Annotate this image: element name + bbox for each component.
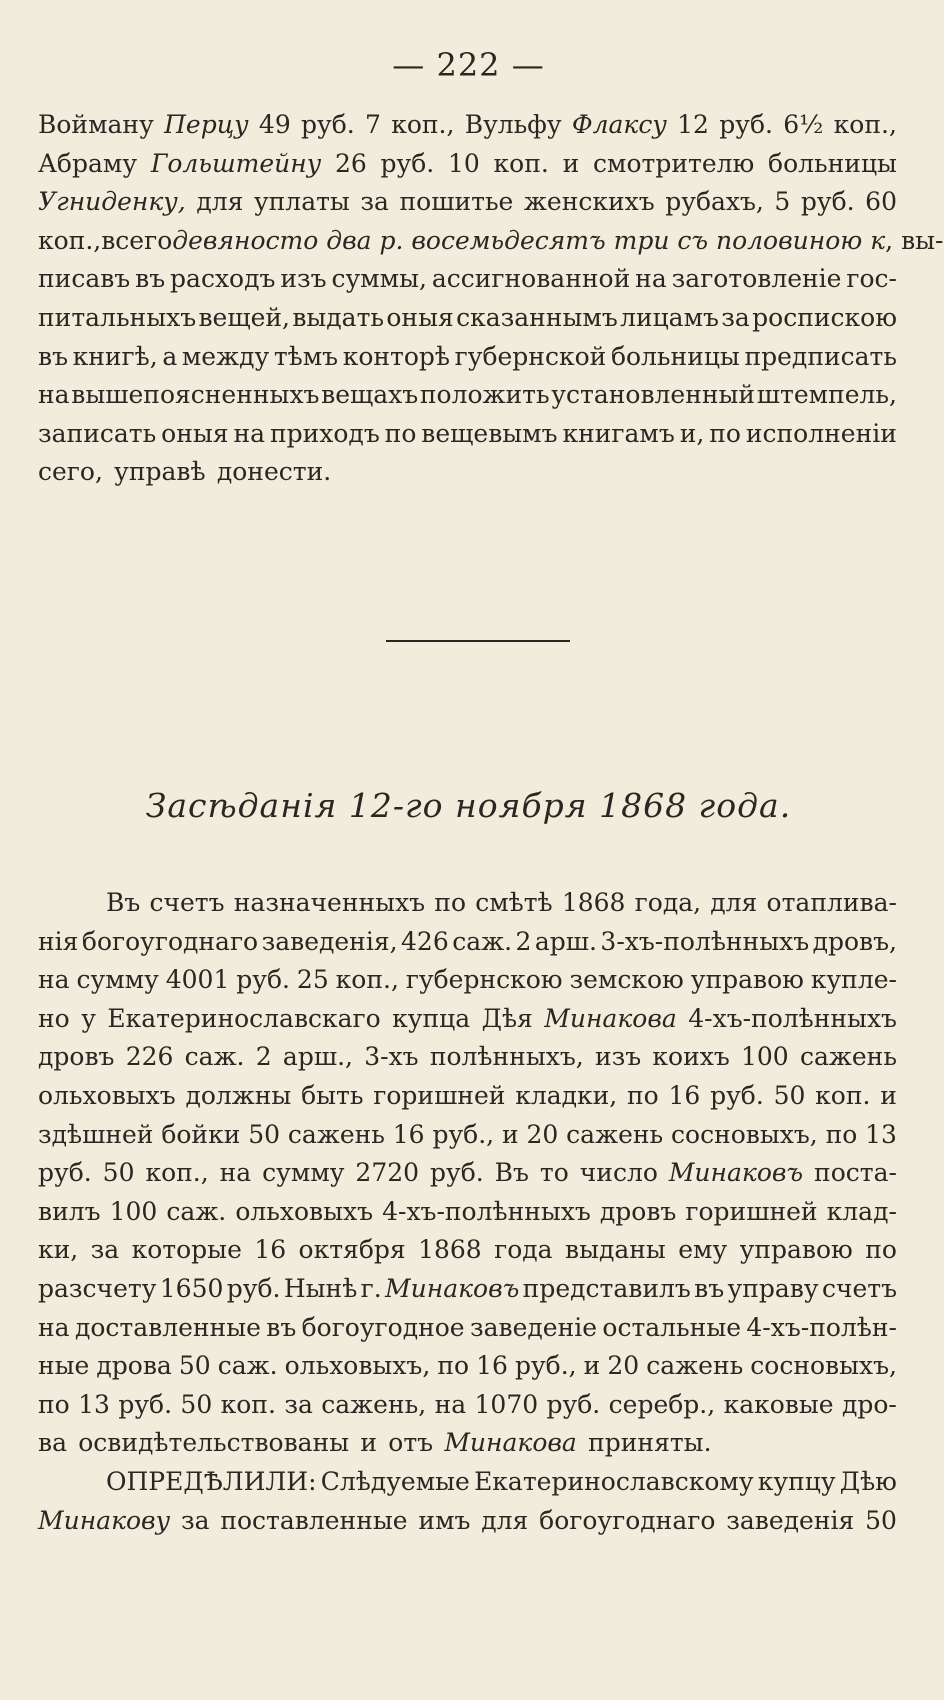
text-line bbox=[38, 1386, 897, 1425]
word: и bbox=[501, 1119, 519, 1149]
word: руб. bbox=[380, 148, 435, 178]
word: роспискою bbox=[752, 302, 897, 332]
word: 226 bbox=[125, 1042, 174, 1072]
word: больницы bbox=[610, 341, 740, 371]
word: 3-хъ-полѣнныхъ bbox=[600, 926, 810, 956]
word: счетъ bbox=[821, 1273, 897, 1303]
word: 100 bbox=[109, 1196, 158, 1226]
word: сосновыхъ, bbox=[671, 1119, 818, 1149]
text-line bbox=[38, 183, 897, 222]
word: 50 bbox=[248, 1119, 281, 1149]
word: въ bbox=[38, 341, 68, 371]
word: поставленные bbox=[220, 1505, 408, 1535]
word: по bbox=[38, 1389, 70, 1419]
word: по bbox=[865, 1235, 897, 1265]
word: 2 bbox=[255, 1042, 272, 1072]
word: отаплива- bbox=[766, 888, 897, 917]
word: ольховыхъ, bbox=[284, 1351, 431, 1381]
word: саж. bbox=[166, 1196, 227, 1226]
word: 25 bbox=[296, 965, 329, 995]
word: 50 bbox=[102, 1158, 135, 1188]
word: коп., bbox=[145, 1158, 209, 1188]
text-line bbox=[38, 1116, 897, 1155]
word: для bbox=[196, 187, 244, 217]
word: на bbox=[233, 418, 266, 448]
word: сажень bbox=[799, 1042, 897, 1072]
word: изъ bbox=[594, 1042, 642, 1072]
word: руб. bbox=[301, 110, 355, 139]
word: горишней bbox=[685, 1196, 818, 1226]
word: сосновыхъ, bbox=[750, 1351, 897, 1381]
word: управою bbox=[690, 965, 804, 995]
word: 12 bbox=[677, 110, 709, 139]
word: бойки bbox=[161, 1119, 241, 1149]
word: тѣмъ bbox=[273, 341, 339, 371]
word: имъ bbox=[418, 1505, 471, 1535]
word: коихъ bbox=[652, 1042, 730, 1072]
word: ему bbox=[678, 1235, 728, 1265]
word: отъ bbox=[388, 1428, 434, 1458]
word: исполненіи bbox=[745, 418, 897, 448]
word: по bbox=[825, 1119, 858, 1149]
text-line bbox=[38, 884, 897, 923]
word: освидѣтельствованы bbox=[78, 1428, 350, 1458]
word: 4-хъ-полѣн- bbox=[746, 1312, 897, 1342]
text-line bbox=[38, 1231, 897, 1270]
word: руб., bbox=[432, 1119, 495, 1149]
text-line bbox=[38, 923, 897, 962]
word: и bbox=[583, 1351, 601, 1381]
page-number: — 222 — bbox=[392, 46, 545, 84]
word: оныя bbox=[386, 302, 454, 332]
text-line bbox=[38, 222, 944, 261]
text-line bbox=[38, 1309, 897, 1348]
word: коп. bbox=[220, 1389, 276, 1419]
word: и bbox=[562, 148, 580, 178]
word: приняты. bbox=[588, 1428, 712, 1458]
word: женскихъ bbox=[523, 187, 655, 217]
text-line bbox=[38, 1193, 897, 1232]
word: которые bbox=[131, 1235, 242, 1265]
word: назначенныхъ bbox=[233, 888, 426, 917]
word: книгамъ bbox=[562, 418, 675, 448]
word: изъ bbox=[280, 264, 327, 294]
word: заведенія bbox=[726, 1505, 855, 1535]
text-line bbox=[38, 1077, 897, 1116]
word: богоугоднаго bbox=[539, 1505, 716, 1535]
italic-name: Минаковъ bbox=[668, 1158, 804, 1188]
word: 20 bbox=[526, 1119, 559, 1149]
word: нія bbox=[38, 926, 79, 956]
word: 16 bbox=[392, 1119, 425, 1149]
word: саж. bbox=[452, 926, 513, 956]
word: 50 bbox=[865, 1505, 897, 1535]
word: донести. bbox=[216, 457, 332, 487]
word: 10 bbox=[447, 148, 480, 178]
word: Абраму bbox=[38, 148, 138, 178]
word: оныя bbox=[161, 418, 229, 448]
word: по bbox=[627, 1080, 659, 1110]
word: 50 bbox=[180, 1389, 213, 1419]
word: руб. bbox=[546, 1389, 601, 1419]
text-line bbox=[38, 145, 897, 184]
word: саж. bbox=[184, 1042, 245, 1072]
word: коп., bbox=[38, 225, 102, 255]
word: поста- bbox=[814, 1158, 897, 1188]
word: расходъ bbox=[170, 264, 276, 294]
word: Дѣя bbox=[481, 1003, 533, 1033]
word: и bbox=[880, 1080, 897, 1110]
text-line bbox=[38, 299, 897, 338]
word: лицамъ bbox=[620, 302, 719, 332]
word: 1650 bbox=[159, 1273, 224, 1303]
word: губернскою bbox=[405, 965, 563, 995]
word: коп. bbox=[493, 148, 549, 178]
word: 6½ bbox=[783, 110, 824, 139]
word: сумму bbox=[262, 1158, 345, 1188]
word: 1868 bbox=[418, 1235, 482, 1265]
word: представилъ bbox=[522, 1273, 691, 1303]
text-line bbox=[38, 260, 897, 299]
word: больницы bbox=[768, 148, 897, 178]
word: на bbox=[635, 264, 667, 294]
word: 26 bbox=[334, 148, 367, 178]
word: 60 bbox=[865, 187, 897, 217]
word: книгѣ, bbox=[72, 341, 158, 371]
italic-name: Минакова bbox=[444, 1428, 577, 1458]
word: но bbox=[38, 1003, 70, 1033]
word: руб. bbox=[719, 110, 773, 139]
word: года, bbox=[634, 888, 702, 917]
word: положить bbox=[419, 380, 550, 410]
word: коп., bbox=[335, 965, 399, 995]
word: Въ bbox=[494, 1158, 529, 1188]
word: 7 bbox=[365, 110, 381, 139]
word: Въ bbox=[106, 888, 141, 917]
word: Нынѣ bbox=[283, 1273, 358, 1303]
word: Вульфу bbox=[464, 110, 562, 139]
word: сажень bbox=[646, 1351, 744, 1381]
word: на bbox=[38, 380, 70, 410]
word: ва bbox=[38, 1428, 67, 1458]
word: дровъ, bbox=[812, 926, 897, 956]
word: ные bbox=[38, 1351, 90, 1381]
word: ольховыхъ bbox=[38, 1080, 176, 1110]
word: руб., bbox=[514, 1351, 577, 1381]
word: сказаннымъ bbox=[456, 302, 618, 332]
word: по bbox=[437, 1351, 470, 1381]
italic-name: девяносто два р. восемьдесятъ три съ половиною к bbox=[172, 225, 886, 255]
text-line bbox=[38, 1270, 897, 1309]
word: ольховыхъ bbox=[235, 1196, 374, 1226]
word: суммы, bbox=[331, 264, 427, 294]
italic-name: Перцу bbox=[164, 110, 249, 139]
word: штемпель, bbox=[756, 380, 897, 410]
word: богоугоднаго bbox=[81, 926, 259, 956]
word: приходъ bbox=[269, 418, 380, 448]
word: руб. bbox=[236, 965, 290, 995]
word: года bbox=[494, 1235, 553, 1265]
word: заведенія, bbox=[261, 926, 398, 956]
word: Екатеринославскому bbox=[474, 1467, 754, 1496]
word: по bbox=[384, 418, 417, 448]
word: 16 bbox=[254, 1235, 287, 1265]
word: 13 bbox=[78, 1389, 110, 1419]
text-line bbox=[38, 961, 897, 1000]
word: доставленные bbox=[74, 1312, 261, 1342]
paragraph-1 bbox=[38, 106, 944, 492]
word: земскою bbox=[569, 965, 684, 995]
word: рубахъ, bbox=[665, 187, 764, 217]
word: за bbox=[180, 1505, 210, 1535]
word: 3-хъ bbox=[364, 1042, 419, 1072]
paragraph-2 bbox=[38, 884, 897, 1463]
word: для bbox=[710, 888, 758, 917]
word: ассигнованной bbox=[431, 264, 631, 294]
word: остальные bbox=[602, 1312, 742, 1342]
word: смѣтѣ bbox=[475, 888, 553, 917]
paragraph-3 bbox=[38, 1463, 897, 1540]
word: уплаты bbox=[253, 187, 350, 217]
word: записать bbox=[38, 418, 157, 448]
word: кладки, bbox=[515, 1080, 618, 1110]
word: между bbox=[181, 341, 270, 371]
word: разсчету bbox=[38, 1273, 157, 1303]
italic-name: Минакова bbox=[544, 1003, 677, 1033]
word: 16 bbox=[476, 1351, 508, 1381]
section-divider bbox=[386, 640, 570, 642]
word: Слѣдуемые bbox=[320, 1467, 470, 1496]
text-line bbox=[38, 376, 897, 415]
word: руб. bbox=[118, 1389, 173, 1419]
word: у bbox=[81, 1003, 96, 1033]
word: на bbox=[38, 1312, 70, 1342]
word: по bbox=[709, 418, 741, 448]
word: клад- bbox=[826, 1196, 897, 1226]
word: и bbox=[360, 1428, 378, 1458]
word: 426 bbox=[401, 926, 449, 956]
word: дровъ bbox=[599, 1196, 677, 1226]
word: коп., bbox=[833, 110, 897, 139]
word: руб. bbox=[430, 1158, 484, 1188]
word: 5 bbox=[774, 187, 791, 217]
word: здѣшней bbox=[38, 1119, 154, 1149]
text-line bbox=[38, 1424, 897, 1463]
italic-name: Гольштейну bbox=[150, 148, 322, 178]
word: 4-хъ-полѣнныхъ bbox=[382, 1196, 591, 1226]
word: 20 bbox=[607, 1351, 640, 1381]
word: губернской bbox=[454, 341, 607, 371]
word: за bbox=[284, 1389, 313, 1419]
word: счетъ bbox=[149, 888, 225, 917]
text-line bbox=[38, 1000, 897, 1039]
text-line bbox=[38, 1347, 897, 1386]
italic-name: Минаковъ bbox=[385, 1273, 520, 1303]
text-line bbox=[38, 106, 897, 145]
text-line bbox=[38, 1463, 897, 1502]
word: дровъ bbox=[38, 1042, 115, 1072]
word: 2 bbox=[515, 926, 532, 956]
word: управѣ bbox=[114, 457, 206, 487]
word: 1070 bbox=[474, 1389, 539, 1419]
word: сумму bbox=[76, 965, 159, 995]
word: вилъ bbox=[38, 1196, 101, 1226]
word: всего bbox=[101, 225, 173, 255]
word: коп. bbox=[815, 1080, 871, 1110]
word: пошитье bbox=[399, 187, 514, 217]
italic-name: Угниденку, bbox=[38, 187, 186, 217]
word: 16 bbox=[668, 1080, 701, 1110]
word: вещахъ bbox=[321, 380, 419, 410]
word: арш. bbox=[534, 926, 597, 956]
word: купле- bbox=[810, 965, 897, 995]
word: въ bbox=[266, 1312, 297, 1342]
word: заготовленіе bbox=[671, 264, 842, 294]
word: на bbox=[434, 1389, 467, 1419]
word: 1868 bbox=[561, 888, 626, 917]
word: серебр., bbox=[608, 1389, 716, 1419]
text-line bbox=[38, 453, 897, 492]
word: въ bbox=[694, 1273, 725, 1303]
word: 50 bbox=[178, 1351, 211, 1381]
word: купцу bbox=[757, 1467, 836, 1496]
word: на bbox=[38, 965, 70, 995]
word: дро- bbox=[841, 1389, 897, 1419]
word: 100 bbox=[741, 1042, 789, 1072]
word: гос- bbox=[846, 264, 897, 294]
word: руб. bbox=[38, 1158, 92, 1188]
word: выдать bbox=[292, 302, 385, 332]
word: дрова bbox=[96, 1351, 172, 1381]
word: сажень bbox=[287, 1119, 385, 1149]
word: сажень, bbox=[321, 1389, 427, 1419]
word: за bbox=[90, 1235, 120, 1265]
word: саж. bbox=[217, 1351, 278, 1381]
word: ки, bbox=[38, 1235, 79, 1265]
word: за bbox=[360, 187, 389, 217]
word: для bbox=[481, 1505, 529, 1535]
word: 49 bbox=[258, 110, 291, 139]
word: 2720 bbox=[355, 1158, 420, 1188]
text-line bbox=[38, 338, 897, 377]
word: г. bbox=[360, 1273, 382, 1303]
word: сего, bbox=[38, 457, 103, 487]
word: 4001 bbox=[165, 965, 230, 995]
word: руб. bbox=[710, 1080, 764, 1110]
word: 4-хъ-полѣнныхъ bbox=[688, 1003, 897, 1033]
word: то bbox=[539, 1158, 569, 1188]
word: питальныхъ bbox=[38, 302, 197, 332]
session-heading: Засѣданія 12-го ноября 1868 года. bbox=[145, 786, 792, 825]
word: 13 bbox=[865, 1119, 897, 1149]
word: каковые bbox=[723, 1389, 834, 1419]
italic-name: Флаксу bbox=[571, 110, 667, 139]
word: предписать bbox=[744, 341, 897, 371]
word: вещей, bbox=[198, 302, 290, 332]
word: число bbox=[579, 1158, 658, 1188]
text-line bbox=[38, 1154, 897, 1193]
word: смотрителю bbox=[593, 148, 755, 178]
word: писавъ bbox=[38, 264, 131, 294]
word: должны bbox=[185, 1080, 292, 1110]
word: Екатеринославскаго bbox=[107, 1003, 381, 1033]
text-line bbox=[38, 415, 897, 454]
italic-name: Минакову bbox=[38, 1505, 171, 1535]
word: полѣнныхъ, bbox=[429, 1042, 584, 1072]
word: октября bbox=[298, 1235, 406, 1265]
word: Дѣю bbox=[839, 1467, 897, 1496]
word: управу bbox=[727, 1273, 819, 1303]
word: быть bbox=[301, 1080, 364, 1110]
word: въ bbox=[135, 264, 166, 294]
text-line bbox=[38, 1502, 897, 1541]
word: выданы bbox=[565, 1235, 666, 1265]
word: арш., bbox=[282, 1042, 353, 1072]
word: руб. bbox=[800, 187, 855, 217]
word: ОПРЕДѢЛИЛИ: bbox=[106, 1467, 317, 1496]
word: 50 bbox=[773, 1080, 806, 1110]
word: и, bbox=[679, 418, 705, 448]
word: Войману bbox=[38, 110, 154, 139]
text-line bbox=[38, 1038, 897, 1077]
word: сажень bbox=[566, 1119, 664, 1149]
word: горишней bbox=[373, 1080, 506, 1110]
word: по bbox=[434, 888, 466, 917]
word: а bbox=[162, 341, 178, 371]
word: богоугодное bbox=[301, 1312, 465, 1342]
word: заведеніе bbox=[469, 1312, 598, 1342]
word: руб. bbox=[226, 1273, 281, 1303]
word: вещевымъ bbox=[421, 418, 558, 448]
word: на bbox=[219, 1158, 252, 1188]
word: управою bbox=[739, 1235, 853, 1265]
word: конторѣ bbox=[342, 341, 451, 371]
word: вышепоясненныхъ bbox=[71, 380, 320, 410]
word: установленный bbox=[551, 380, 756, 410]
word: коп., bbox=[391, 110, 455, 139]
word: , вы- bbox=[885, 225, 944, 255]
word: купца bbox=[392, 1003, 471, 1033]
word: за bbox=[721, 302, 750, 332]
